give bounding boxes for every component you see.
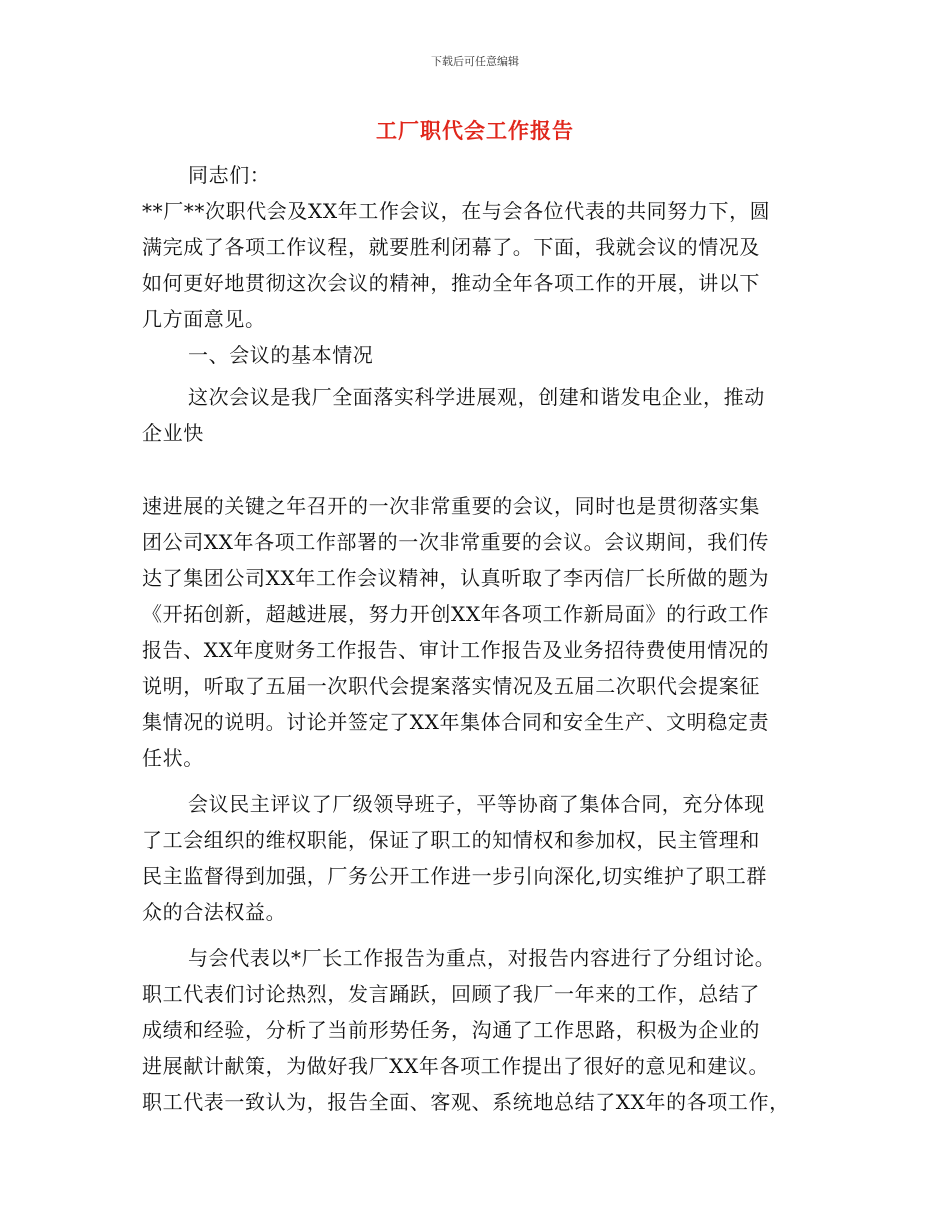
body-line: 企业快: [142, 421, 204, 445]
body-line: 职工代表一致认为，报告全面、客观、系统地总结了XX年的各项工作，: [142, 1090, 790, 1114]
body-line: 众的合法权益。: [142, 900, 287, 924]
section-heading: 一、会议的基本情况: [188, 343, 374, 367]
body-line: 团公司XX年各项工作部署的一次非常重要的会议。会议期间，我们传: [142, 530, 770, 554]
body-line: 达了集团公司XX年工作会议精神，认真听取了李丙信厂长所做的题为: [142, 566, 770, 590]
body-line: 满完成了各项工作议程，就要胜利闭幕了。下面，我就会议的情况及: [142, 235, 760, 259]
body-line: 了工会组织的维权职能，保证了职工的知情权和参加权，民主管理和: [142, 828, 760, 852]
body-line: 与会代表以*厂长工作报告为重点，对报告内容进行了分组讨论。: [188, 946, 776, 970]
body-line: 职工代表们讨论热烈，发言踊跃，回顾了我厂一年来的工作，总结了: [142, 982, 760, 1006]
body-line: 这次会议是我厂全面落实科学进展观，创建和谐发电企业，推动: [188, 385, 765, 409]
body-line: 任状。: [142, 746, 204, 770]
body-line: 民主监督得到加强，厂务公开工作进一步引向深化,切实维护了职工群: [142, 864, 767, 888]
body-line: 如何更好地贯彻这次会议的精神，推动全年各项工作的开展，讲以下: [142, 271, 760, 295]
body-line: 说明，听取了五届一次职代会提案落实情况及五届二次职代会提案征: [142, 674, 760, 698]
body-line: 进展献计献策，为做好我厂XX年各项工作提出了很好的意见和建议。: [142, 1054, 770, 1078]
body-line: 几方面意见。: [142, 307, 266, 331]
body-line: 成绩和经验，分析了当前形势任务，沟通了工作思路，积极为企业的: [142, 1018, 760, 1042]
body-line: 速进展的关键之年召开的一次非常重要的会议，同时也是贯彻落实集: [142, 494, 760, 518]
body-line: **厂**次职代会及XX年工作会议，在与会各位代表的共同努力下，圆: [142, 199, 771, 223]
body-line: 集情况的说明。讨论并签定了XX年集体合同和安全生产、文明稳定责: [142, 710, 770, 734]
salutation: 同志们：: [188, 163, 271, 187]
body-line: 报告、XX年度财务工作报告、审计工作报告及业务招待费使用情况的: [142, 638, 770, 662]
body-line: 《开拓创新，超越进展，努力开创XX年各项工作新局面》的行政工作: [142, 602, 770, 626]
body-line: 会议民主评议了厂级领导班子，平等协商了集体合同，充分体现: [188, 792, 765, 816]
document-title: 工厂职代会工作报告: [376, 118, 574, 143]
page-header: 下载后可任意编辑: [431, 55, 519, 68]
